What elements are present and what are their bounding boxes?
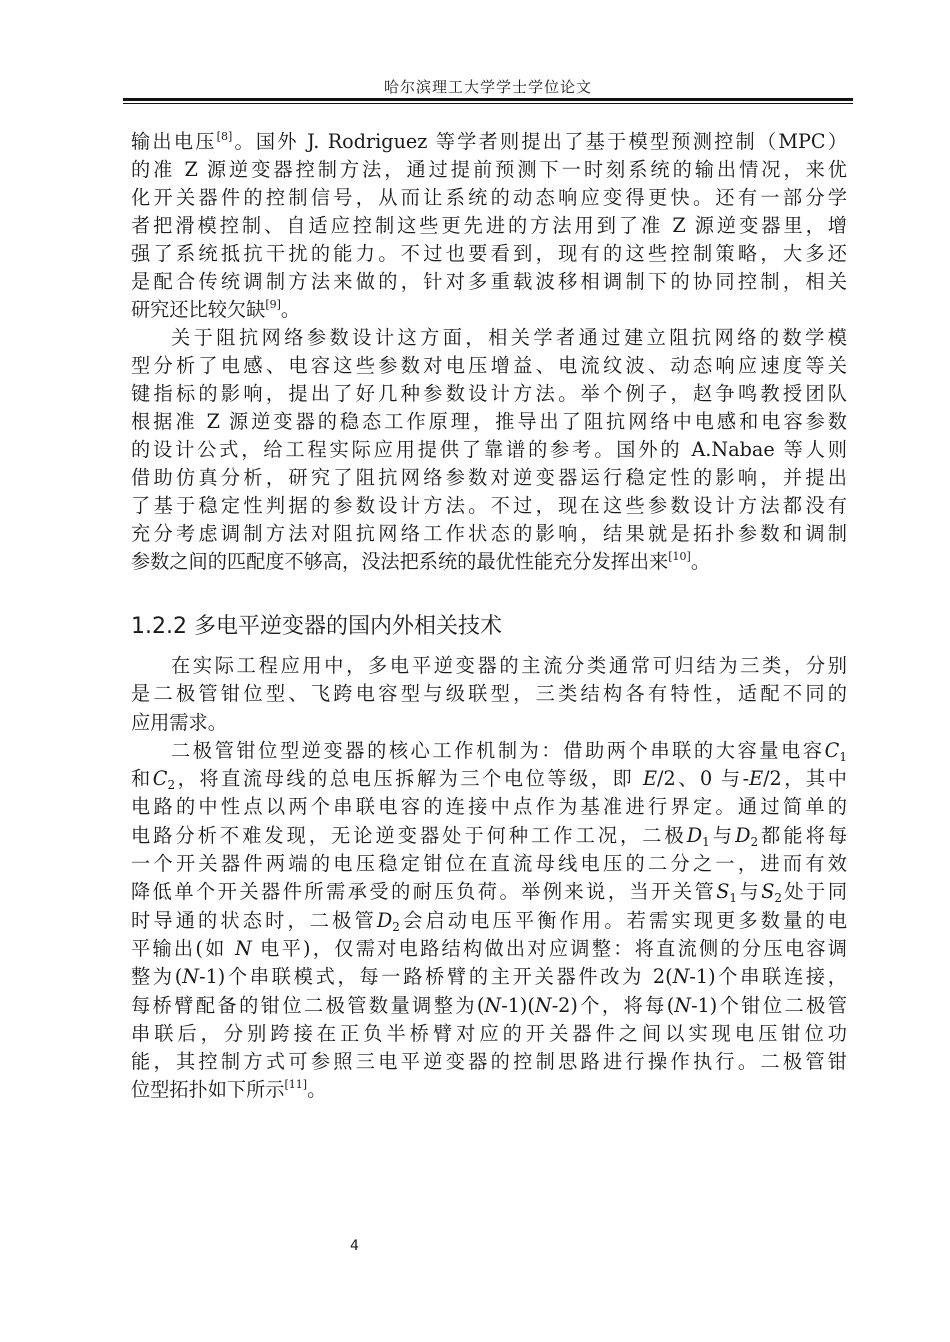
text-line: 每桥臂配备的钳位二极管数量调整为(N-1)(N-2)个，将每(N-1)个钳位二极管	[131, 993, 847, 1017]
text-line: 参数之间的匹配度不够高，没法把系统的最优性能充分发挥出来[10]。	[131, 550, 711, 573]
text-line: 研究还比较欠缺[9]。	[131, 298, 301, 321]
text-line: 时导通的状态时，二极管$D_2$会启动电压平衡作用。若需实现更多数量的电	[131, 908, 848, 934]
text-line: 应用需求。	[131, 710, 227, 734]
text-line: 二极管钳位型逆变器的核心工作机制为：借助两个串联的大容量电容$C_1$	[171, 738, 847, 764]
text-line: 串联后，分别跨接在正负半桥臂对应的开关器件之间以实现电压钳位功	[131, 1021, 847, 1045]
citation: [9]	[265, 298, 281, 311]
text-line: 型分析了电感、电容这些参数对电压增益、电流纹波、动态响应速度等关	[131, 354, 847, 377]
text-line: 的准 Z 源逆变器控制方法，通过提前预测下一时刻系统的输出情况，来优	[131, 158, 847, 181]
text-line: 平输出(如 N 电平)，仅需对电路结构做出对应调整：将直流侧的分压电容调	[131, 936, 847, 960]
text-line: 整为(N-1)个串联模式，每一路桥臂的主开关器件改为 2(N-1)个串联连接，	[131, 965, 847, 989]
text-line: 者把滑模控制、自适应控制这些更先进的方法用到了准 Z 源逆变器里，增	[131, 214, 847, 237]
text-line: 的设计公式，给工程实际应用提供了靠谱的参考。国外的 A.Nabae 等人则	[131, 438, 847, 461]
citation: [8]	[216, 130, 233, 143]
text-line: 强了系统抵抗干扰的能力。不过也要看到，现有的这些控制策略，大多还	[131, 242, 847, 265]
citation: [11]	[284, 1078, 308, 1092]
citation: [10]	[668, 550, 691, 563]
running-header: 哈尔滨理工大学学士学位论文	[383, 78, 592, 96]
header-rule-thick	[123, 98, 853, 101]
text-line: 充分考虑调制方法对阻抗网络工作状态的影响，结果就是拓扑参数和调制	[131, 522, 847, 545]
text-line: 化开关器件的控制信号，从而让系统的动态响应变得更快。还有一部分学	[131, 186, 847, 209]
text-line: 根据准 Z 源逆变器的稳态工作原理，推导出了阻抗网络中电感和电容参数	[131, 410, 847, 433]
header-rule-thin	[123, 103, 853, 104]
section-heading: 1.2.2 多电平逆变器的国内外相关技术	[131, 614, 502, 639]
text-line: 电路的中性点以两个串联电容的连接中点作为基准进行界定。通过简单的	[131, 795, 847, 819]
text-line: 能，其控制方式可参照三电平逆变器的控制思路进行操作执行。二极管钳	[131, 1050, 847, 1074]
text-line: 是配合传统调制方法来做的，针对多重载波移相调制下的协同控制，相关	[131, 270, 847, 293]
page-number: 4	[350, 1238, 359, 1254]
text-line: 电路分析不难发现，无论逆变器处于何种工作工况，二极$D_1$与$D_2$都能将每	[131, 823, 848, 849]
body-text-bottom	[131, 652, 847, 1105]
text-line: 一个开关器件两端的电压稳定钳位在直流母线电压的二分之一，进而有效	[131, 852, 847, 876]
text-line: 输出电压[8]。国外 J. Rodriguez 等学者则提出了基于模型预测控制（MPC）	[131, 130, 848, 153]
text-line: 键指标的影响，提出了好几种参数设计方法。举个例子，赵争鸣教授团队	[131, 382, 847, 405]
text-line: 降低单个开关器件所需承受的耐压负荷。举例来说，当开关管$S_1$与$S_2$处于同	[131, 880, 848, 906]
text-line: 是二极管钳位型、飞跨电容型与级联型，三类结构各有特性，适配不同的	[131, 682, 847, 706]
text-line: 了基于稳定性判据的参数设计方法。不过，现在这些参数设计方法都没有	[131, 494, 847, 517]
text-line: 位型拓扑如下所示[11]。	[131, 1078, 327, 1102]
text-line: 在实际工程应用中，多电平逆变器的主流分类通常可归结为三类，分别	[171, 654, 847, 677]
text-line: 和$C_2$，将直流母线的总电压拆解为三个电位等级，即 E/2、0 与-E/2，其中	[131, 767, 847, 793]
text-line: 关于阻抗网络参数设计这方面，相关学者通过建立阻抗网络的数学模	[171, 326, 847, 349]
text-line: 借助仿真分析，研究了阻抗网络参数对逆变器运行稳定性的影响，并提出	[131, 466, 847, 489]
body-text-top	[131, 128, 847, 576]
